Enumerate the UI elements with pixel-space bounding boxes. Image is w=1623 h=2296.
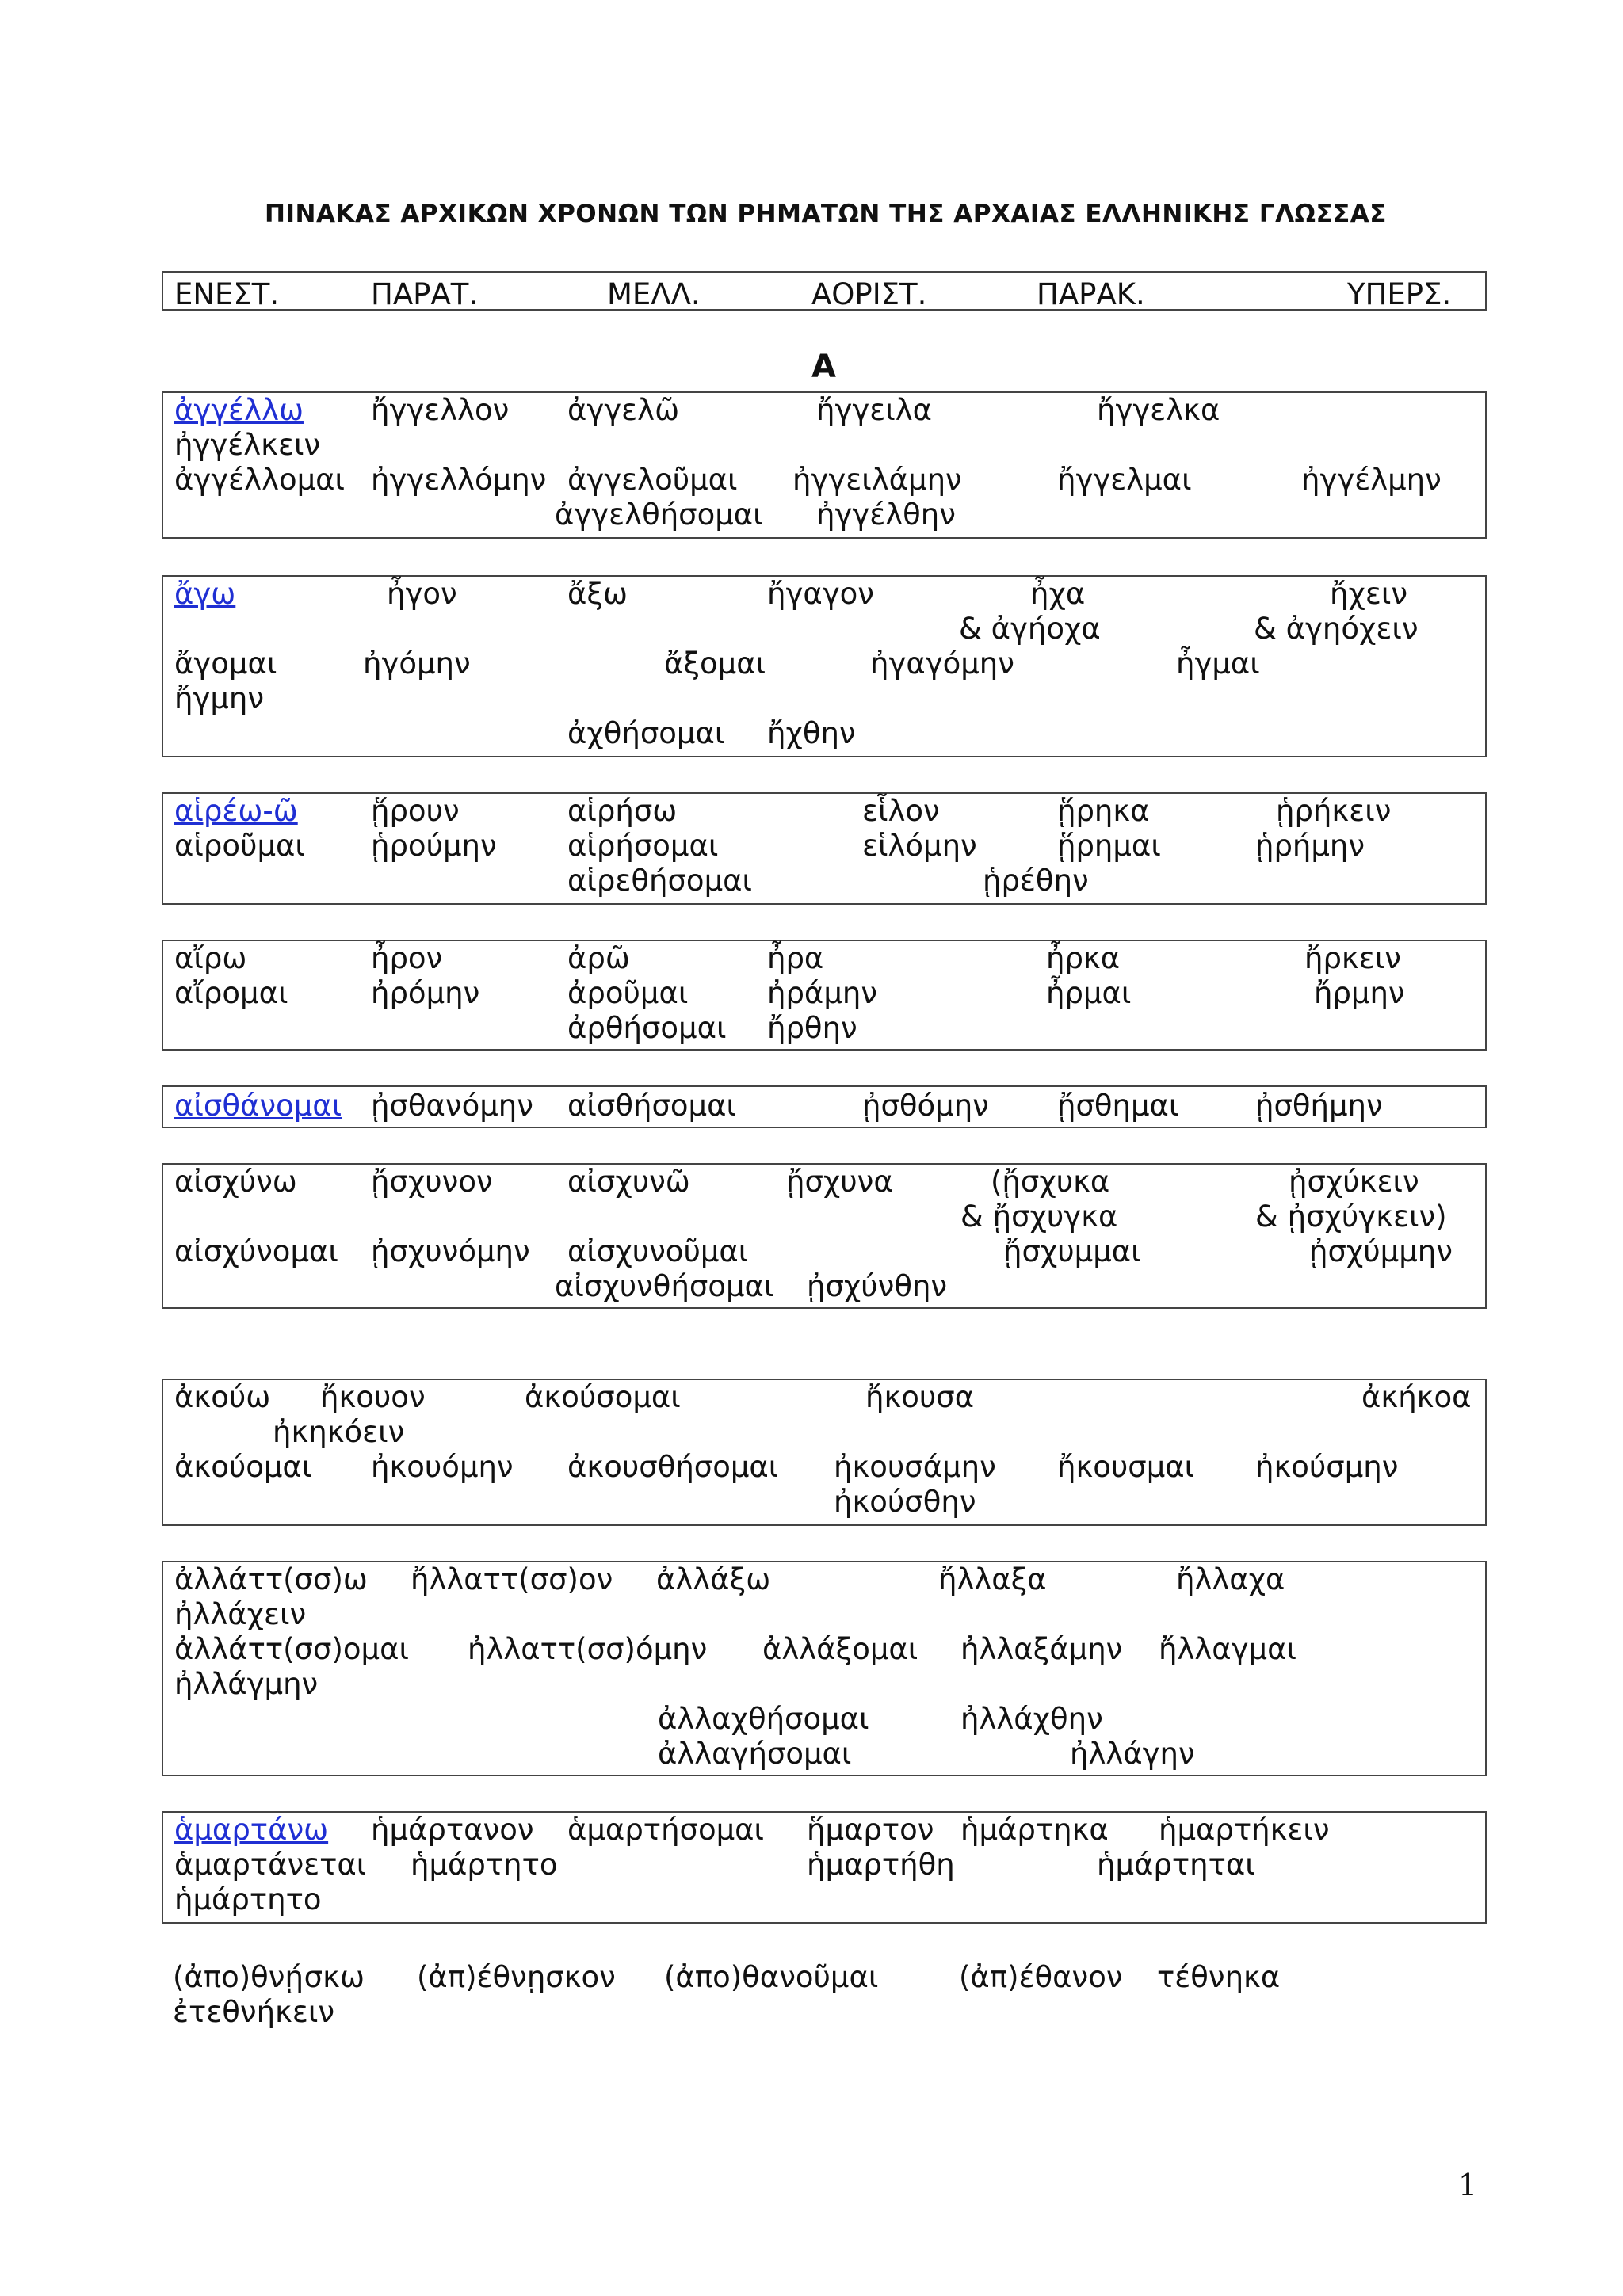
verb-form: ἠκούσμην xyxy=(1255,1450,1399,1484)
verb-form: ἠλλαξάμην xyxy=(960,1632,1123,1666)
verb-form: ἀρθήσομαι xyxy=(567,1011,727,1045)
verb-form: (ἀπο)θνῄσκω xyxy=(173,1960,365,1994)
verb-form: ἀγγελοῦμαι xyxy=(567,463,738,497)
entry-line xyxy=(163,1562,1485,1597)
entry-line xyxy=(163,1269,1485,1304)
verb-entry-aischyno xyxy=(162,1163,1487,1309)
verb-form: ἠγγειλάμην xyxy=(792,463,962,497)
verb-form: αἱρεθήσομαι xyxy=(567,864,753,898)
verb-form: ἠλλάγμην xyxy=(174,1667,319,1701)
verb-form: τέθνηκα xyxy=(1157,1960,1281,1994)
verb-entry-hamartano xyxy=(162,1811,1487,1924)
verb-form: ἦρον xyxy=(371,941,443,975)
verb-form: ᾐσχυνόμην xyxy=(371,1234,530,1268)
verb-form: ἠγγέλμην xyxy=(1301,463,1442,497)
verb-form: ᾔσχυνα xyxy=(786,1165,893,1199)
verb-form: ᾐσθήμην xyxy=(1255,1089,1383,1123)
verb-entry-allatto xyxy=(162,1561,1487,1776)
entry-line xyxy=(163,1199,1485,1234)
verb-form: ἤρκειν xyxy=(1304,941,1401,975)
verb-form: ἠγγέλκειν xyxy=(174,428,321,462)
tense-perfect: ΠΑΡΑΚ. xyxy=(1037,277,1145,311)
verb-form: αἱρήσομαι xyxy=(567,829,719,863)
verb-form: ᾕρηκα xyxy=(1057,794,1150,828)
verb-link-haireo[interactable]: αἱρέω-ῶ xyxy=(174,794,298,828)
verb-form: & ᾐσχύγκειν) xyxy=(1255,1199,1447,1234)
verb-form: ἀλλαχθήσομαι xyxy=(658,1702,869,1736)
entry-line xyxy=(163,829,1485,864)
verb-form: ἠγαγόμην xyxy=(870,646,1014,681)
entry-line xyxy=(163,1632,1485,1667)
verb-form: ἀλλαγήσομαι xyxy=(658,1737,852,1771)
verb-entry-haireo xyxy=(162,792,1487,905)
verb-form: ἄγομαι xyxy=(174,646,277,681)
verb-form: ἠλλάχθην xyxy=(960,1702,1103,1736)
verb-entry-aisthanomai xyxy=(162,1085,1487,1128)
verb-form: ἄξω xyxy=(567,577,628,611)
verb-form: ἡμάρτητο xyxy=(411,1848,558,1882)
verb-form: ἠκούσθην xyxy=(834,1485,976,1519)
verb-form: ἤγγελλον xyxy=(371,393,510,427)
entry-line xyxy=(163,976,1485,1011)
verb-form: ἀλλάξομαι xyxy=(762,1632,918,1666)
entry-line xyxy=(163,1415,1485,1450)
verb-form: ἀλλάττ(σσ)ομαι xyxy=(174,1632,409,1666)
verb-form: ἤγμην xyxy=(174,681,265,715)
verb-form: ᾐσχύμμην xyxy=(1309,1234,1453,1268)
verb-form: ἤκουσα xyxy=(865,1380,975,1414)
tense-aorist: ΑΟΡΙΣΤ. xyxy=(812,277,927,311)
entry-line xyxy=(163,1737,1485,1772)
verb-entry-ago xyxy=(162,575,1487,757)
entry-line xyxy=(163,1882,1485,1917)
verb-form: (ᾔσχυκα xyxy=(991,1165,1110,1199)
verb-form: ἤγγελκα xyxy=(1097,393,1220,427)
entry-line xyxy=(163,1011,1485,1046)
verb-form: ἤγγειλα xyxy=(816,393,933,427)
entry-line xyxy=(163,1165,1485,1199)
entry-line xyxy=(163,1848,1485,1882)
entry-line xyxy=(163,393,1485,428)
entry-line xyxy=(162,1960,1487,1995)
entry-line xyxy=(163,681,1485,716)
page-number: 1 xyxy=(1458,2168,1478,2203)
verb-form: ἁμαρτήσομαι xyxy=(567,1813,765,1847)
verb-form: ἤκουον xyxy=(320,1380,426,1414)
verb-form: αἰσχυνθήσομαι xyxy=(555,1269,774,1303)
verb-form: ἤλλαττ(σσ)ον xyxy=(411,1562,613,1596)
entry-line xyxy=(163,646,1485,681)
verb-form: ᾔσχυμμαι xyxy=(1003,1234,1141,1268)
verb-form: ἤρθην xyxy=(767,1011,857,1045)
verb-form: ἡμάρτητο xyxy=(174,1882,322,1917)
document-title: ΠΙΝΑΚΑΣ ΑΡΧΙΚΩΝ ΧΡΟΝΩΝ ΤΩΝ ΡΗΜΑΤΩΝ ΤΗΣ ΑΡΧΑΙΑΣ ΕΛΛΗΝΙΚΗΣ ΓΛΩΣΣΑΣ xyxy=(265,200,1387,228)
verb-form: ἤλλαχα xyxy=(1176,1562,1285,1596)
verb-form: ἥμαρτον xyxy=(807,1813,934,1847)
verb-form: ᾑρέθην xyxy=(983,864,1089,898)
entry-line xyxy=(163,1667,1485,1702)
verb-form: & ἀγηόχειν xyxy=(1254,612,1419,646)
verb-form: & ἀγήοχα xyxy=(959,612,1101,646)
tense-header-bar xyxy=(162,271,1487,311)
verb-form: ᾑρήκειν xyxy=(1276,794,1392,828)
verb-form: αἴρω xyxy=(174,941,247,975)
verb-form: ἠλλάγην xyxy=(1070,1737,1195,1771)
verb-form: αἰσχύνω xyxy=(174,1165,297,1199)
entry-line xyxy=(163,612,1485,646)
verb-form: ἡμάρτανον xyxy=(371,1813,534,1847)
verb-form: ἤλλαξα xyxy=(938,1562,1047,1596)
entry-line xyxy=(163,1597,1485,1632)
verb-form: ἠκουσάμην xyxy=(834,1450,996,1484)
verb-form: ἠκουόμην xyxy=(371,1450,514,1484)
verb-form: ᾐσχύνθην xyxy=(807,1269,948,1303)
entry-line xyxy=(163,864,1485,898)
verb-form: ἀροῦμαι xyxy=(567,976,689,1010)
verb-form: (ἀπ)έθνῃσκον xyxy=(417,1960,616,1994)
verb-form: ἀκήκοα xyxy=(1361,1380,1472,1414)
verb-form: ἠλλαττ(σσ)όμην xyxy=(468,1632,708,1666)
verb-form: ἠγόμην xyxy=(363,646,471,681)
entry-line xyxy=(163,1450,1485,1485)
verb-form: ἡμάρτηται xyxy=(1097,1848,1255,1882)
verb-form: ἡμάρτηκα xyxy=(960,1813,1109,1847)
verb-form: ᾕρημαι xyxy=(1057,829,1161,863)
verb-entry-apothnesko xyxy=(162,1960,1487,2031)
verb-form: ἀγγέλλομαι xyxy=(174,463,346,497)
entry-line xyxy=(163,428,1485,463)
verb-form: ἤγγελμαι xyxy=(1057,463,1192,497)
verb-form: ἀρῶ xyxy=(567,941,630,975)
verb-form: αἱροῦμαι xyxy=(174,829,305,863)
verb-form: ἦγμαι xyxy=(1176,646,1260,681)
verb-form: ἠγγελλόμην xyxy=(371,463,547,497)
verb-form: (ἀπο)θανοῦμαι xyxy=(664,1960,879,1994)
verb-form: ἠλλάχειν xyxy=(174,1597,307,1631)
verb-form: ἤλλαγμαι xyxy=(1159,1632,1296,1666)
entry-line xyxy=(163,1234,1485,1269)
verb-form: ἀκουσθήσομαι xyxy=(567,1450,779,1484)
verb-form: ἤγαγον xyxy=(767,577,874,611)
section-letter: Α xyxy=(812,349,836,385)
verb-form: ᾑρήμην xyxy=(1255,829,1365,863)
entry-line xyxy=(162,1995,1487,2030)
verb-form: (ἀπ)έθανον xyxy=(959,1960,1123,1994)
verb-form: ἀχθήσομαι xyxy=(567,716,725,750)
verb-form: εἱλόμην xyxy=(862,829,977,863)
entry-line xyxy=(163,577,1485,612)
verb-form: ἄξομαι xyxy=(664,646,766,681)
entry-line xyxy=(163,716,1485,751)
verb-form: αἱρήσω xyxy=(567,794,678,828)
verb-form: ᾐσθανόμην xyxy=(371,1089,533,1123)
entry-line xyxy=(163,1089,1485,1123)
entry-line xyxy=(163,463,1485,498)
verb-form: ἀλλάττ(σσ)ω xyxy=(174,1562,368,1596)
verb-form: ᾐσθόμην xyxy=(862,1089,989,1123)
verb-form: ἠρόμην xyxy=(371,976,480,1010)
verb-form: αἰσχύνομαι xyxy=(174,1234,338,1268)
verb-form: ᾔσχυνον xyxy=(371,1165,493,1199)
verb-form: ἤρμην xyxy=(1314,976,1405,1010)
entry-line xyxy=(163,1702,1485,1737)
tense-future: ΜΕΛΛ. xyxy=(607,277,701,311)
verb-form: ἠράμην xyxy=(767,976,877,1010)
verb-form: ᾑρούμην xyxy=(371,829,497,863)
verb-form: ᾕρουν xyxy=(371,794,460,828)
verb-form: ἦρμαι xyxy=(1046,976,1132,1010)
verb-form: ἦρκα xyxy=(1046,941,1121,975)
entry-line xyxy=(163,941,1485,976)
verb-entry-airo xyxy=(162,940,1487,1051)
entry-line xyxy=(163,1380,1485,1415)
verb-form: αἴρομαι xyxy=(174,976,288,1010)
verb-form: ἀκούομαι xyxy=(174,1450,312,1484)
verb-form: αἰσχυνοῦμαι xyxy=(567,1234,749,1268)
verb-link-aisthanomai[interactable]: αἰσθάνομαι xyxy=(174,1089,342,1123)
entry-line xyxy=(163,1813,1485,1848)
tense-pluperfect: ΥΠΕΡΣ. xyxy=(1347,277,1452,311)
verb-link-hamartano[interactable]: ἁμαρτάνω xyxy=(174,1813,329,1847)
verb-form: ἀκούω xyxy=(174,1380,271,1414)
tense-imperfect: ΠΑΡΑΤ. xyxy=(371,277,479,311)
verb-form: ᾔσθημαι xyxy=(1057,1089,1179,1123)
verb-form: ἁμαρτάνεται xyxy=(174,1848,367,1882)
verb-form: ἀγγελθήσομαι xyxy=(555,498,763,532)
tense-present: ΕΝΕΣΤ. xyxy=(174,277,280,311)
verb-entry-akouo xyxy=(162,1379,1487,1526)
verb-form: ἀκούσομαι xyxy=(525,1380,681,1414)
verb-form: εἷλον xyxy=(862,794,940,828)
verb-form: ἦγον xyxy=(387,577,457,611)
verb-form: ἠκηκόειν xyxy=(273,1415,405,1449)
verb-link-angello[interactable]: ἀγγέλλω xyxy=(174,393,304,427)
verb-form: ἀλλάξω xyxy=(656,1562,771,1596)
verb-form: ἦχα xyxy=(1030,577,1086,611)
verb-form: ἤχειν xyxy=(1330,577,1408,611)
verb-entry-angello xyxy=(162,391,1487,539)
verb-form: ἦρα xyxy=(767,941,824,975)
verb-form: ἤκουσμαι xyxy=(1057,1450,1195,1484)
verb-form: αἰσχυνῶ xyxy=(567,1165,690,1199)
verb-form: ἤχθην xyxy=(767,716,856,750)
verb-form: αἰσθήσομαι xyxy=(567,1089,736,1123)
verb-form: ἡμαρτήκειν xyxy=(1159,1813,1330,1847)
verb-form: ᾐσχύκειν xyxy=(1289,1165,1419,1199)
verb-form: & ᾔσχυγκα xyxy=(960,1199,1118,1234)
verb-form: ἠγγέλθην xyxy=(816,498,956,532)
entry-line xyxy=(163,1485,1485,1520)
entry-line xyxy=(163,498,1485,532)
entry-line xyxy=(163,794,1485,829)
verb-form: ἐτεθνήκειν xyxy=(173,1995,335,2029)
verb-link-ago[interactable]: ἄγω xyxy=(174,577,236,611)
verb-form: ἡμαρτήθη xyxy=(807,1848,955,1882)
verb-form: ἀγγελῶ xyxy=(567,393,680,427)
